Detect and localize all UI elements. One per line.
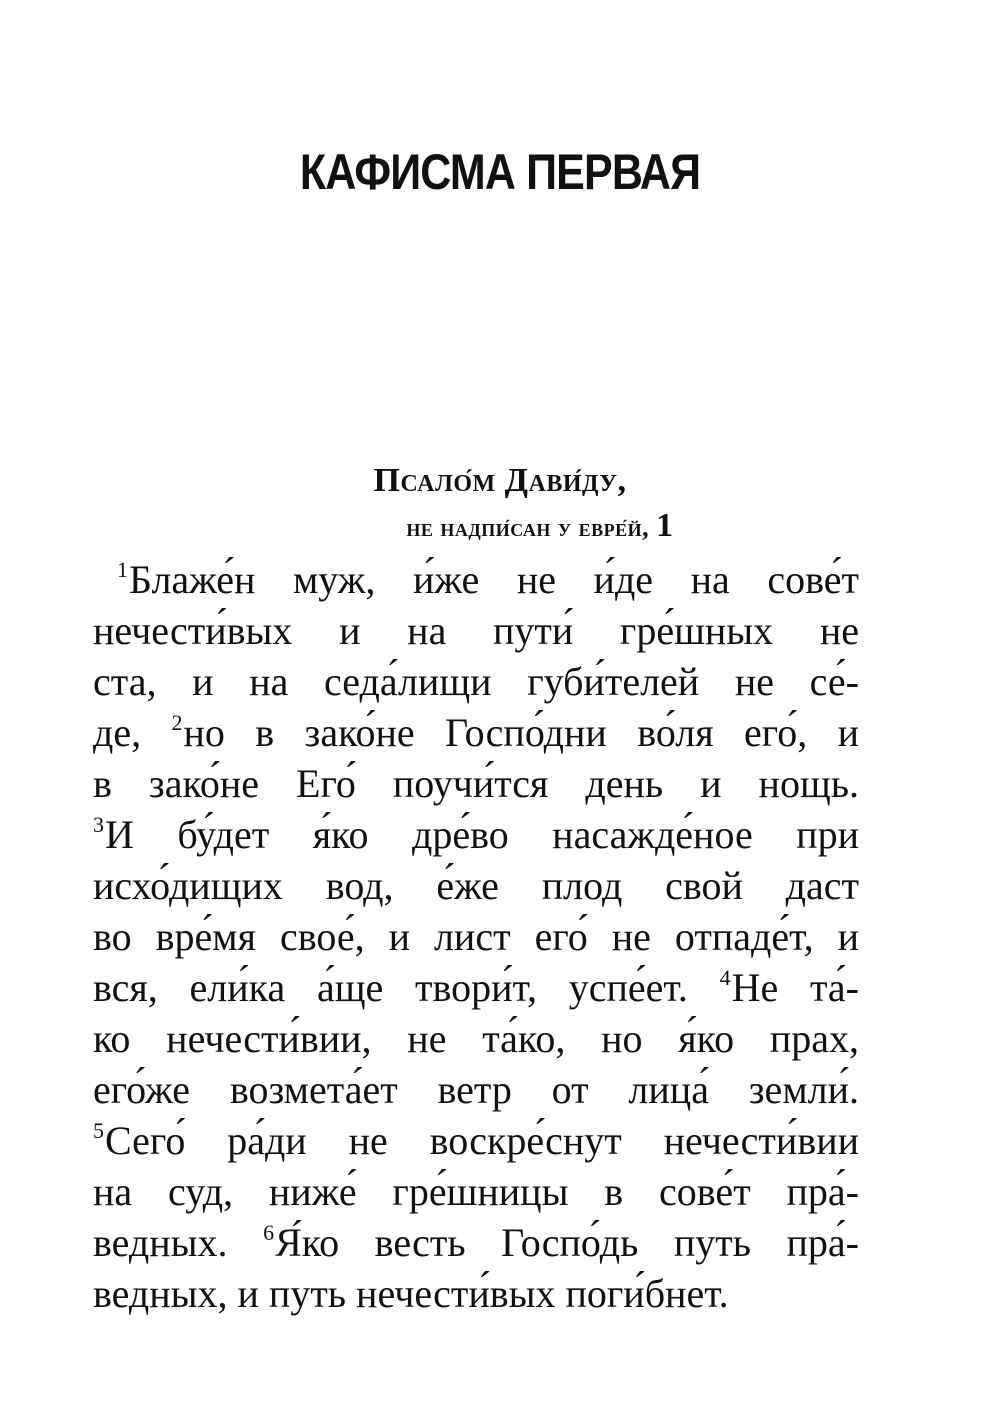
psalm-heading-line2 bbox=[0, 504, 1000, 550]
text-line bbox=[93, 605, 859, 656]
text-segment: исхо́дищих вод, е́же плод свой даст bbox=[93, 863, 859, 908]
text-line bbox=[93, 758, 859, 809]
text-line bbox=[93, 554, 859, 605]
text-segment: вся, ели́ка а́ще твори́т, успе́ет. bbox=[93, 965, 720, 1010]
verse-number: 4 bbox=[719, 965, 731, 990]
text-segment: Я́ко весть Госпо́дь путь пра́- bbox=[275, 1220, 860, 1265]
text-segment: но в зако́не Госпо́дни во́ля его́, и bbox=[183, 710, 860, 755]
text-line bbox=[93, 707, 859, 758]
text-segment: де, bbox=[93, 710, 172, 755]
text-segment: нечести́вых и на пути́ гре́шных не bbox=[93, 608, 859, 653]
text-line bbox=[93, 809, 859, 860]
text-line bbox=[93, 1166, 859, 1217]
psalm-superscription: не надпи́сан у евре́й, bbox=[406, 513, 650, 542]
verse-number: 1 bbox=[117, 557, 128, 582]
text-segment: в зако́не Его́ поучи́тся день и нощь. bbox=[93, 761, 859, 806]
text-line bbox=[93, 1268, 859, 1319]
text-segment: его́же возмета́ет ветр от лица́ земли́. bbox=[93, 1067, 859, 1112]
text-line bbox=[93, 1217, 859, 1268]
text-segment: ста, и на седа́лищи губи́телей не се́- bbox=[93, 659, 859, 704]
verse-number: 5 bbox=[93, 1118, 104, 1143]
text-segment: Сего́ ра́ди не воскре́снут нечести́вии bbox=[105, 1118, 859, 1163]
psalm-heading bbox=[0, 458, 1000, 550]
text-line bbox=[93, 860, 859, 911]
text-line bbox=[93, 962, 859, 1013]
text-segment: ведных. bbox=[93, 1220, 264, 1265]
text-line bbox=[93, 1013, 859, 1064]
text-segment: И бу́дет я́ко дре́во насажде́ное при bbox=[105, 812, 859, 857]
text-line bbox=[93, 1115, 859, 1166]
text-segment: на суд, ниже́ гре́шницы в сове́т пра́- bbox=[93, 1169, 859, 1214]
text-line bbox=[93, 1064, 859, 1115]
text-segment: во вре́мя свое́, и лист его́ не отпаде́т, и bbox=[93, 914, 859, 959]
psalm-heading-line1: Псало́м Дави́ду, bbox=[373, 462, 627, 499]
psalm-number: 1 bbox=[656, 507, 674, 544]
text-segment: Блаже́н муж, и́же не и́де на сове́т bbox=[129, 557, 859, 602]
text-segment: ведных, и путь нечести́вых поги́бнет. bbox=[93, 1271, 729, 1316]
verse-number: 6 bbox=[263, 1220, 275, 1245]
text-segment: Не та́- bbox=[731, 965, 859, 1010]
verse-number: 3 bbox=[93, 812, 104, 837]
psalm-text bbox=[93, 554, 859, 1319]
text-line bbox=[93, 656, 859, 707]
verse-number: 2 bbox=[171, 710, 183, 735]
text-segment: ко нечести́вии, не та́ко, но я́ко прах, bbox=[93, 1016, 859, 1061]
kathisma-title: КАФИСМА ПЕРВАЯ bbox=[299, 144, 701, 200]
text-line bbox=[93, 911, 859, 962]
